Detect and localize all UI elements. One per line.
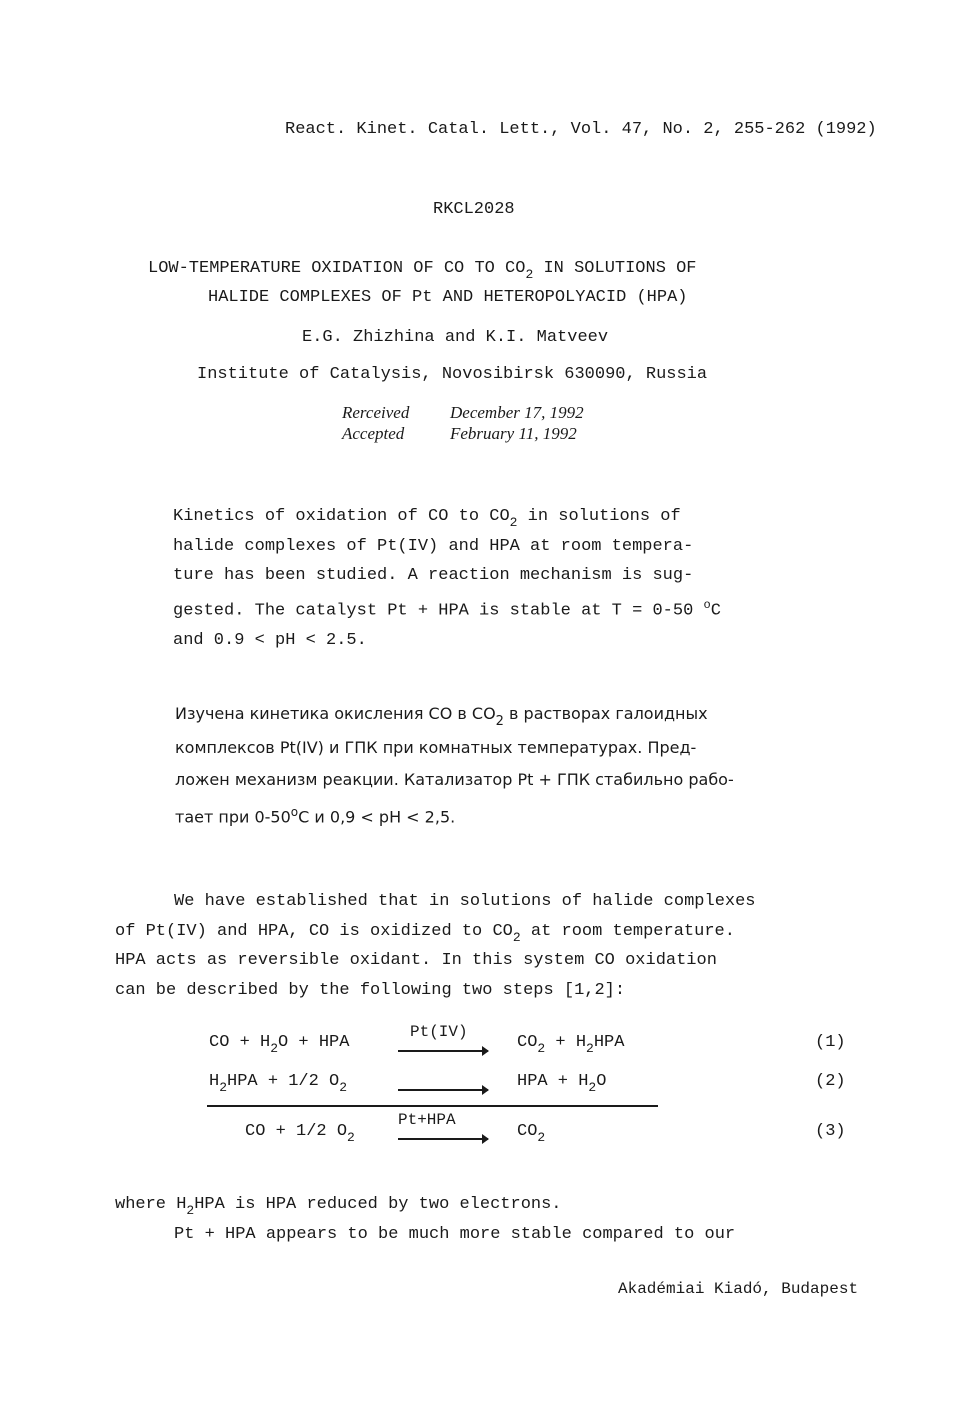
equation-1-arrow: [398, 1042, 488, 1060]
eq3-left-sub: 2: [347, 1130, 355, 1145]
abstract-en-l1-pre: Kinetics of oxidation of CO to CO: [173, 507, 510, 526]
equation-1-number: (1): [815, 1033, 846, 1052]
body-line: [115, 1190, 735, 1220]
eq3-left-a: CO + 1/2 O: [245, 1122, 348, 1141]
body-after-equations: [115, 1190, 735, 1249]
abstract-ru-l1-post: в растворах галоидных: [503, 704, 708, 723]
degree-sign: o: [290, 805, 299, 819]
article-code: RKCL2028: [433, 200, 515, 219]
after-l1-sub: 2: [186, 1203, 195, 1218]
eq2-right-b: O: [596, 1072, 607, 1091]
abstract-ru-line: ложен механизм реакции. Катализатор Pt + ГПК стабильно рабо-: [175, 770, 734, 789]
accepted-date: February 11, 1992: [450, 424, 577, 443]
body-line: [115, 917, 756, 947]
abstract-en-line: and 0.9 < pH < 2.5.: [173, 631, 367, 651]
eq1-left-a: CO + H: [209, 1033, 271, 1052]
equation-2-right: [517, 1072, 607, 1095]
abstract-en-l4-pre: gested. The catalyst Pt + HPA is stable at T = 0-50: [173, 601, 704, 621]
equation-sum-rule: [207, 1105, 658, 1107]
equation-1-arrow-label: Pt(IV): [410, 1023, 468, 1041]
title-line-1: [148, 259, 697, 282]
abstract-en-line: [173, 591, 721, 626]
abstract-en-line: [173, 502, 721, 532]
equation-1-right: [517, 1033, 625, 1056]
abstract-en-line: ture has been studied. A reaction mechanism is sug-: [173, 566, 694, 586]
eq2-left-sub2: 2: [339, 1080, 348, 1095]
authors: E.G. Zhizhina and K.I. Matveev: [302, 328, 609, 347]
equation-3-arrow: [398, 1130, 488, 1148]
eq2-left-a: H: [209, 1072, 220, 1091]
equation-3-arrow-label: Pt+HPA: [398, 1111, 456, 1129]
affiliation: Institute of Catalysis, Novosibirsk 630090, Russia: [197, 365, 708, 384]
citation: React. Kinet. Catal. Lett., Vol. 47, No. 2, 255-262 (1992): [285, 120, 877, 139]
abstract-ru-l4-pre: тает при 0-50: [175, 807, 291, 827]
body-line: We have established that in solutions of halide complexes: [174, 892, 756, 911]
eq1-right-sub1: 2: [537, 1041, 546, 1056]
equation-3-right: [517, 1122, 546, 1145]
after-l1-pre: where H: [115, 1195, 187, 1214]
abstract-en: [173, 502, 721, 656]
abstract-en-line: halide complexes of Pt(IV) and HPA at room tempera-: [173, 536, 694, 556]
eq3-right-a: CO: [517, 1122, 538, 1141]
equation-1-left: [209, 1033, 350, 1056]
eq2-left-sub1: 2: [219, 1080, 228, 1095]
eq1-left-b: O + HPA: [278, 1033, 350, 1052]
degree-sign: o: [703, 597, 711, 612]
title-line-1-sub: 2: [525, 267, 534, 282]
received-date: December 17, 1992: [450, 403, 584, 422]
title-line-2: HALIDE COMPLEXES OF Pt AND HETEROPOLYACID (HPA): [208, 288, 688, 307]
after-l1-post: HPA is HPA reduced by two electrons.: [194, 1195, 562, 1214]
accepted-label: Accepted: [342, 424, 405, 443]
body-line: HPA acts as reversible oxidant. In this system CO oxidation: [115, 951, 717, 971]
eq1-right-sub2: 2: [586, 1041, 594, 1056]
eq2-right-sub: 2: [588, 1080, 597, 1095]
body-line: can be described by the following two steps [1,2]:: [115, 980, 626, 1000]
eq3-right-sub: 2: [537, 1130, 546, 1145]
equation-2-left: [209, 1072, 348, 1095]
title-line-1-post: IN SOLUTIONS OF: [533, 259, 697, 278]
publisher: Akadémiai Kiadó, Budapest: [618, 1280, 859, 1298]
body-line: Pt + HPA appears to be much more stable compared to our: [174, 1224, 736, 1244]
eq1-right-c: HPA: [593, 1033, 625, 1052]
abstract-ru-l4-post: C и 0,9 < pH < 2,5.: [298, 807, 456, 827]
eq2-right-a: HPA + H: [517, 1072, 589, 1091]
arrow-right-icon: [398, 1138, 488, 1140]
abstract-ru-l1-sub: 2: [495, 714, 504, 729]
abstract-ru-l1-pre: Изучена кинетика окисления CO в CO: [175, 704, 496, 723]
eq1-left-sub: 2: [270, 1041, 279, 1056]
arrow-right-icon: [398, 1089, 488, 1091]
body-l2-post: at room temperature.: [520, 921, 735, 941]
abstract-en-l4-post: C: [710, 601, 721, 621]
abstract-en-l1-sub: 2: [509, 515, 518, 530]
body-paragraph-1: [115, 887, 756, 1005]
received-label: Rerceived: [342, 403, 410, 422]
eq1-right-a: CO: [517, 1033, 538, 1052]
body-l2-pre: of Pt(IV) and HPA, CO is oxidized to CO: [115, 921, 513, 941]
title-line-1-pre: LOW-TEMPERATURE OXIDATION OF CO TO CO: [148, 259, 526, 278]
abstract-ru-line: [175, 698, 734, 732]
equation-2-arrow: [398, 1081, 488, 1099]
abstract-ru: [175, 698, 734, 833]
equation-2-number: (2): [815, 1072, 846, 1091]
body-l2-sub: 2: [512, 929, 521, 945]
abstract-ru-line: [175, 796, 734, 833]
equation-3-number: (3): [815, 1122, 846, 1141]
eq1-right-b: + H: [545, 1033, 587, 1052]
eq2-left-b: HPA + 1/2 O: [227, 1072, 340, 1091]
arrow-right-icon: [398, 1050, 488, 1052]
abstract-en-l1-post: in solutions of: [517, 507, 681, 526]
abstract-ru-line: комплексов Pt(IV) и ГПК при комнатных температурах. Пред-: [175, 738, 697, 757]
equation-3-left: [245, 1122, 355, 1145]
